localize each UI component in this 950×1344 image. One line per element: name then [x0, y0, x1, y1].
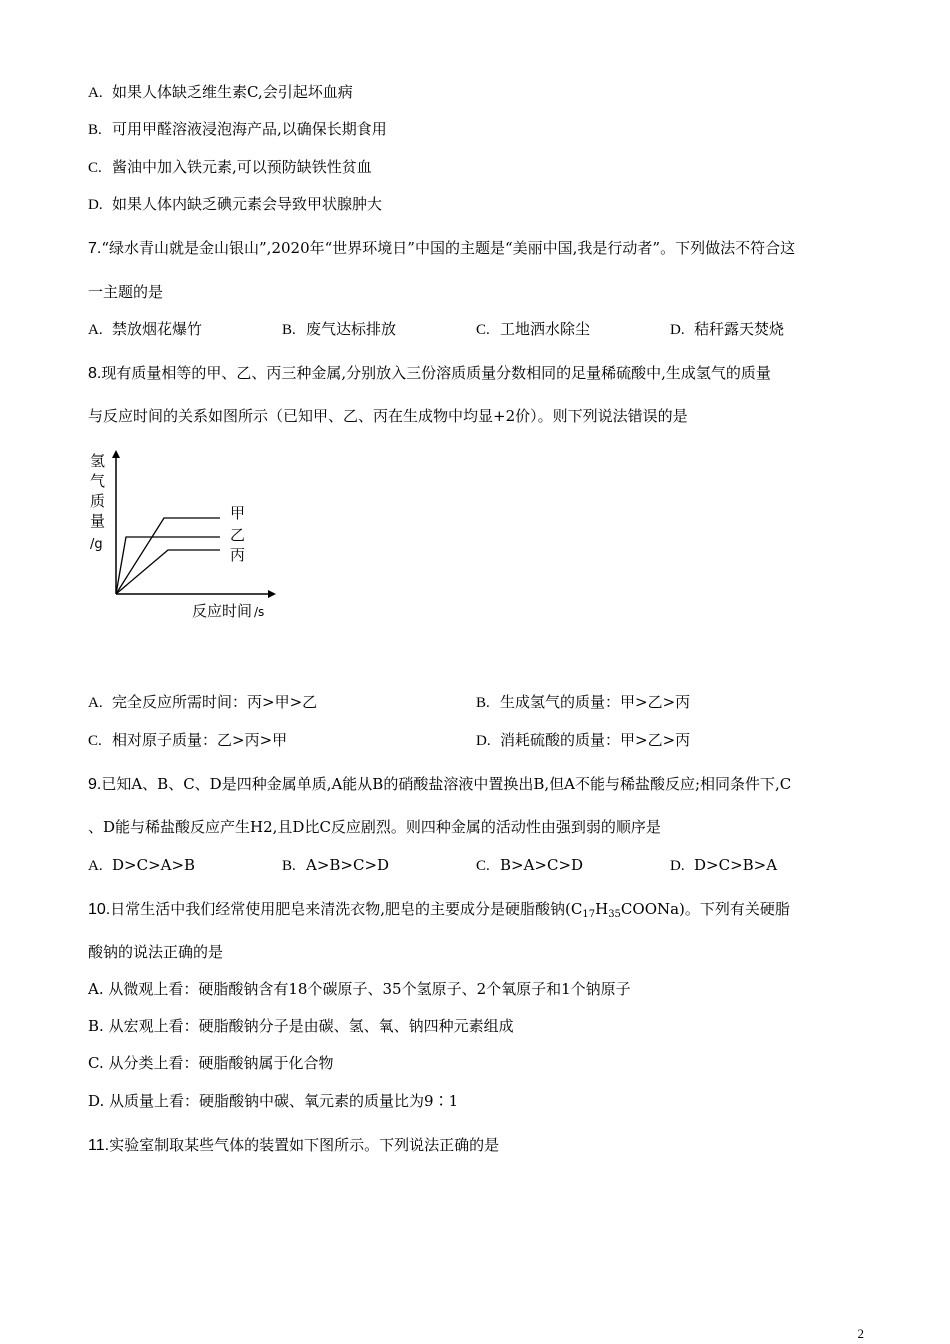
q11-stem: 11.实验室制取某些气体的装置如下图所示。下列说法正确的是 — [88, 1136, 500, 1154]
q6-option-d: D. 如果人体内缺乏碘元素会导致甲状腺肿大 — [88, 195, 383, 213]
series-yi-line — [116, 537, 220, 594]
q7-option-b: B. 废气达标排放 — [282, 320, 397, 338]
q10-stem-line2: 酸钠的说法正确的是 — [88, 943, 224, 961]
q9-option-a: A. D>C>A>B — [88, 856, 196, 874]
series-label-yi: 乙 — [230, 526, 246, 544]
q9-option-d: D. D>C>B>A — [670, 856, 778, 874]
graph-x-arrow — [268, 590, 276, 598]
graph-x-label: 反应时间 — [192, 602, 253, 620]
q10-stem-line1: 10.日常生活中我们经常使用肥皂来清洗衣物,肥皂的主要成分是硬脂酸钠$(C_{17}H_{35}COONa)$。下列有关硬脂 — [88, 900, 790, 920]
q7-option-a: A. 禁放烟花爆竹 — [88, 320, 203, 338]
q8-option-d: D. 消耗硫酸的质量：甲>乙>丙 — [476, 731, 691, 749]
q8-hydrogen-mass-time-graph — [80, 448, 280, 628]
q9-stem-line1: 9.已知A、B、C、D是四种金属单质,A能从B的硝酸盐溶液中置换出B,但A不能与稀盐酸反应;相同条件下,C — [88, 775, 792, 793]
graph-y-label-char-2: 气 — [90, 472, 106, 490]
q10-option-a: A. 从微观上看：硬脂酸钠含有18个碳原子、35个氢原子、2个氧原子和1个钠原子 — [88, 980, 631, 998]
graph-y-label-char-3: 质 — [90, 492, 106, 510]
q7-option-d: D. 秸秆露天焚烧 — [670, 320, 785, 338]
q8-option-c: C. 相对原子质量：乙>丙>甲 — [88, 731, 288, 749]
series-jia-line — [116, 518, 220, 594]
q7-stem-line1: 7.“绿水青山就是金山银山”,2020年“世界环境日”中国的主题是“美丽中国,我是行动者”。下列做法不符合这 — [88, 239, 796, 257]
graph-x-unit: /s — [254, 605, 265, 619]
q9-option-b: B. A>B>C>D — [282, 856, 390, 874]
graph-y-label-char-4: 量 — [90, 512, 106, 530]
q10-option-c: C. 从分类上看：硬脂酸钠属于化合物 — [88, 1054, 334, 1072]
page-number: 2 — [857, 1326, 864, 1341]
q6-option-c: C. 酱油中加入铁元素,可以预防缺铁性贫血 — [88, 158, 372, 176]
graph-y-label-char-1: 氢 — [90, 452, 106, 470]
graph-y-unit: /g — [90, 537, 103, 552]
q8-stem-line1: 8.现有质量相等的甲、乙、丙三种金属,分别放入三份溶质质量分数相同的足量稀硫酸中,生成氢气的质量 — [88, 364, 771, 382]
q8-stem-line2: 与反应时间的关系如图所示（已知甲、乙、丙在生成物中均显+2价）。则下列说法错误的是 — [88, 407, 688, 425]
q9-option-c: C. B>A>C>D — [476, 856, 584, 874]
q6-option-b: B. 可用甲醛溶液浸泡海产品,以确保长期食用 — [88, 120, 387, 138]
q7-stem-line2: 一主题的是 — [88, 283, 164, 301]
q10-option-d: D. 从质量上看：硬脂酸钠中碳、氧元素的质量比为9∶1 — [88, 1092, 459, 1110]
q8-option-a: A. 完全反应所需时间：丙>甲>乙 — [88, 693, 318, 711]
series-label-jia: 甲 — [230, 504, 246, 522]
q6-option-a: A. 如果人体缺乏维生素C,会引起坏血病 — [88, 83, 353, 101]
graph-y-arrow — [112, 450, 120, 458]
series-label-bing: 丙 — [230, 546, 246, 564]
q9-stem-line2: 、D能与稀盐酸反应产生H2,且D比C反应剧烈。则四种金属的活动性由强到弱的顺序是 — [88, 818, 661, 836]
q7-option-c: C. 工地洒水除尘 — [476, 320, 591, 338]
q10-option-b: B. 从宏观上看：硬脂酸钠分子是由碳、氢、氧、钠四种元素组成 — [88, 1017, 514, 1035]
q8-option-b: B. 生成氢气的质量：甲>乙>丙 — [476, 693, 691, 711]
series-bing-line — [116, 550, 220, 594]
